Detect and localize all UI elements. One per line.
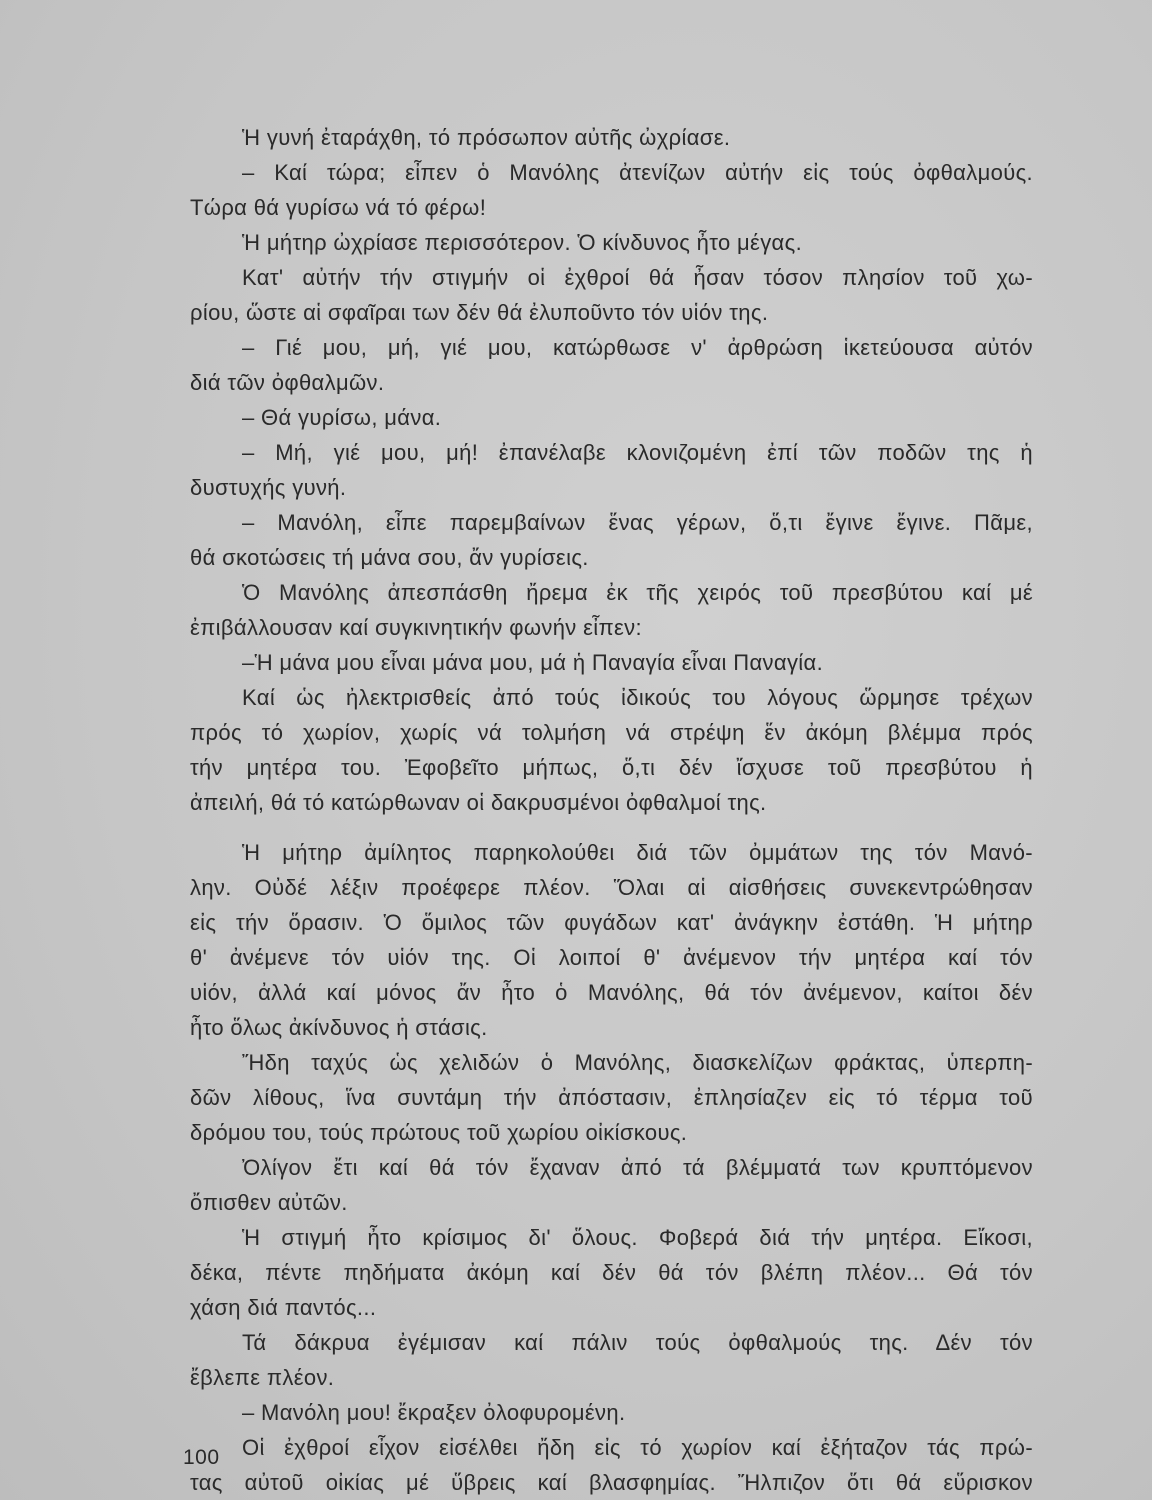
text-line: – Μανόλη, εἶπε παρεμβαίνων ἕνας γέρων, ὅ,τι ἔγινε ἔγινε. Πᾶμε, <box>242 510 1033 535</box>
text-line: λην. Οὐδέ λέξιν προέφερε πλέον. Ὅλαι αἱ αἰσθήσεις συνεκεντρώθησαν <box>190 875 1033 900</box>
text-line: – Καί τώρα; εἶπεν ὁ Μανόλης ἀτενίζων αὐτήν εἰς τούς ὀφθαλμούς. <box>242 160 1033 185</box>
text-line: –Ἡ μάνα μου εἶναι μάνα μου, μά ἡ Παναγία εἶναι Παναγία. <box>242 650 824 675</box>
text-line: Ἡ στιγμή ἦτο κρίσιμος δι' ὅλους. Φοβερά διά τήν μητέρα. Εἴκοσι, <box>242 1225 1033 1250</box>
text-line: Τώρα θά γυρίσω νά τό φέρω! <box>190 195 487 220</box>
text-line: Ἡ μήτηρ ὠχρίασε περισσότερον. Ὁ κίνδυνος ἦτο μέγας. <box>242 230 803 255</box>
page-number: 100 <box>183 1446 220 1469</box>
text-line: – Γιέ μου, μή, γιέ μου, κατώρθωσε ν' ἀρθρώση ἱκετεύουσα αὐτόν <box>242 335 1033 360</box>
text-line: χάση διά παντός... <box>190 1295 377 1320</box>
text-line: ἐπιβάλλουσαν καί συγκινητικήν φωνήν εἶπεν: <box>190 615 642 640</box>
text-line: Καί ὡς ἠλεκτρισθείς ἀπό τούς ἰδικούς του λόγους ὥρμησε τρέχων <box>242 685 1033 710</box>
text-line: Ὁ Μανόλης ἀπεσπάσθη ἤρεμα ἐκ τῆς χειρός τοῦ πρεσβύτου καί μέ <box>242 580 1033 605</box>
text-line: Ἡ γυνή ἐταράχθη, τό πρόσωπον αὐτῆς ὠχρίασε. <box>242 125 731 150</box>
text-line: ἀπειλή, θά τό κατώρθωναν οἱ δακρυσμένοι ὀφθαλμοί της. <box>190 790 767 815</box>
text-line: ὄπισθεν αὐτῶν. <box>190 1190 348 1215</box>
text-line: εἰς τήν ὅρασιν. Ὁ ὅμιλος τῶν φυγάδων κατ' ἀνάγκην ἐστάθη. Ἡ μήτηρ <box>190 910 1033 935</box>
text-line: πρός τό χωρίον, χωρίς νά τολμήση νά στρέψη ἕν ἀκόμη βλέμμα πρός <box>190 720 1033 745</box>
text-line: Τά δάκρυα ἐγέμισαν καί πάλιν τούς ὀφθαλμούς της. Δέν τόν <box>242 1330 1033 1355</box>
text-line: ρίου, ὥστε αἱ σφαῖραι των δέν θά ἐλυποῦντο τόν υἱόν της. <box>190 300 769 325</box>
text-line: – Μανόλη μου! ἔκραξεν ὀλοφυρομένη. <box>242 1400 626 1425</box>
text-line: δῶν λίθους, ἵνα συντάμη τήν ἀπόστασιν, ἐπλησίαζεν εἰς τό τέρμα τοῦ <box>190 1085 1033 1110</box>
text-line: διά τῶν ὀφθαλμῶν. <box>190 370 385 395</box>
text-line: θ' ἀνέμενε τόν υἱόν της. Οἱ λοιποί θ' ἀνέμενον τήν μητέρα καί τόν <box>190 945 1033 970</box>
text-line: τας αὐτοῦ οἰκίας μέ ὕβρεις καί βλασφημίας. Ἤλπιζον ὅτι θά εὕρισκον <box>190 1470 1033 1495</box>
text-line: δρόμου του, τούς πρώτους τοῦ χωρίου οἰκίσκους. <box>190 1120 688 1145</box>
text-line: δέκα, πέντε πηδήματα ἀκόμη καί δέν θά τόν βλέπη πλέον... Θά τόν <box>190 1260 1033 1285</box>
text-line: δυστυχής γυνή. <box>190 475 347 500</box>
text-line: ἔβλεπε πλέον. <box>190 1365 335 1390</box>
text-line: Ἤδη ταχύς ὡς χελιδών ὁ Μανόλης, διασκελίζων φράκτας, ὑπερπη- <box>242 1050 1033 1075</box>
text-line: Ἡ μήτηρ ἀμίλητος παρηκολούθει διά τῶν ὀμμάτων της τόν Μανό- <box>242 840 1033 865</box>
text-line: – Μή, γιέ μου, μή! ἐπανέλαβε κλονιζομένη ἐπί τῶν ποδῶν της ἡ <box>242 440 1033 465</box>
text-line: θά σκοτώσεις τή μάνα σου, ἄν γυρίσεις. <box>190 545 589 570</box>
text-line: υἱόν, ἀλλά καί μόνος ἄν ἦτο ὁ Μανόλης, θά τόν ἀνέμενον, καίτοι δέν <box>190 980 1033 1005</box>
text-line: ἦτο ὅλως ἀκίνδυνος ἡ στάσις. <box>190 1015 488 1040</box>
text-line: Κατ' αὐτήν τήν στιγμήν οἱ ἐχθροί θά ἦσαν τόσον πλησίον τοῦ χω- <box>242 265 1033 290</box>
text-line: Ὀλίγον ἔτι καί θά τόν ἔχαναν ἀπό τά βλέμματά των κρυπτόμενον <box>242 1155 1033 1180</box>
text-line: τήν μητέρα του. Ἐφοβεῖτο μήπως, ὅ,τι δέν ἴσχυσε τοῦ πρεσβύτου ἡ <box>190 755 1033 780</box>
text-line: Οἱ ἐχθροί εἶχον εἰσέλθει ἤδη εἰς τό χωρίον καί ἐξήταζον τάς πρώ- <box>242 1435 1033 1460</box>
text-line: – Θά γυρίσω, μάνα. <box>242 405 442 430</box>
